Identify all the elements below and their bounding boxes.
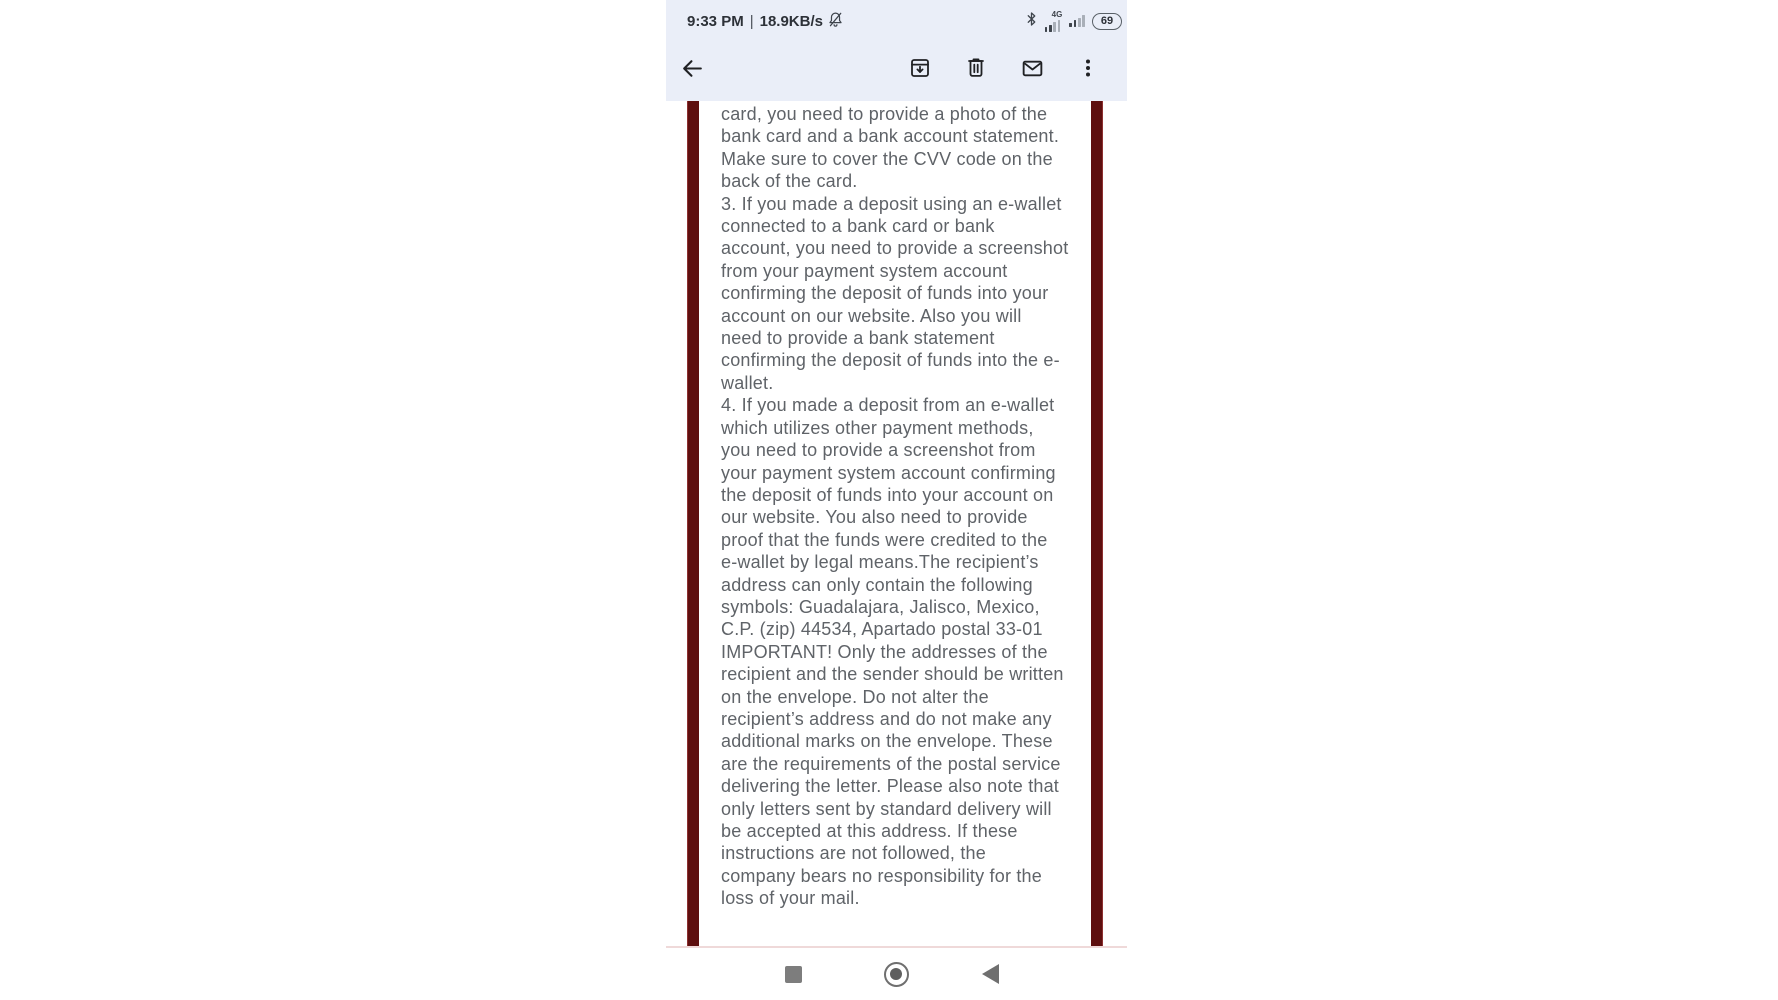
email-text-line: 4. If you made a deposit from an e-wallet bbox=[721, 395, 1055, 416]
email-text-line: card, you need to provide a photo of the bbox=[721, 104, 1048, 124]
email-text-line: which utilizes other payment methods, bbox=[721, 417, 1034, 438]
email-text-line: only letters sent by standard delivery will bbox=[721, 798, 1052, 819]
email-text-line: are the requirements of the postal service bbox=[721, 753, 1061, 774]
sim2-signal-icon bbox=[1069, 15, 1085, 27]
battery-icon bbox=[1092, 13, 1122, 30]
email-text-line: your payment system account confirming bbox=[721, 462, 1056, 483]
status-net-speed: 18.9KB/s bbox=[759, 12, 823, 30]
email-text-line: C.P. (zip) 44534, Apartado postal 33-01 bbox=[721, 619, 1043, 640]
battery-percent: 69 bbox=[1100, 15, 1114, 27]
email-text-line: 3. If you made a deposit using an e-wallet bbox=[721, 193, 1062, 214]
delete-icon bbox=[964, 56, 988, 83]
back-button[interactable] bbox=[679, 57, 705, 83]
mark-unread-button[interactable] bbox=[1019, 57, 1045, 83]
email-text-line: on the envelope. Do not alter the bbox=[721, 686, 989, 707]
android-nav-bar bbox=[666, 948, 1127, 1000]
email-text-line: proof that the funds were credited to the bbox=[721, 529, 1048, 550]
home-circle-icon bbox=[884, 962, 909, 987]
email-left-border bbox=[687, 101, 699, 946]
email-body-container bbox=[666, 101, 1127, 948]
email-right-border bbox=[1091, 101, 1103, 946]
notifications-muted-icon bbox=[828, 11, 843, 32]
more-options-icon bbox=[1076, 56, 1100, 83]
email-text-line: Make sure to cover the CVV code on the bbox=[721, 148, 1053, 169]
home-button[interactable] bbox=[874, 948, 918, 1000]
email-text-line: instructions are not followed, the bbox=[721, 843, 986, 864]
email-text-line: e-wallet by legal means.The recipient’s bbox=[721, 552, 1039, 573]
status-time: 9:33 PM bbox=[687, 12, 744, 30]
email-text-line: additional marks on the envelope. These bbox=[721, 731, 1053, 752]
email-text-line: recipient and the sender should be written bbox=[721, 664, 1064, 685]
more-options-button[interactable] bbox=[1075, 57, 1101, 83]
delete-button[interactable] bbox=[963, 57, 989, 83]
email-text-line: back of the card. bbox=[721, 171, 858, 192]
status-left bbox=[687, 11, 843, 32]
email-text-line: from your payment system account bbox=[721, 260, 1008, 281]
status-right bbox=[1025, 11, 1122, 32]
back-icon bbox=[680, 56, 705, 84]
email-text-line: account, you need to provide a screenshot bbox=[721, 238, 1069, 259]
email-text-line: symbols: Guadalajara, Jalisco, Mexico, bbox=[721, 596, 1040, 617]
toolbar bbox=[666, 38, 1127, 101]
email-text-line: address can only contain the following bbox=[721, 574, 1033, 595]
nav-back-button[interactable] bbox=[968, 948, 1012, 1000]
recents-square-icon bbox=[785, 966, 802, 983]
email-body-text bbox=[721, 103, 1079, 910]
header bbox=[666, 0, 1127, 101]
email-text-line: loss of your mail. bbox=[721, 888, 860, 909]
email-text-line: you need to provide a screenshot from bbox=[721, 440, 1036, 461]
email-text-line: delivering the letter. Please also note that bbox=[721, 776, 1060, 797]
email-text-line: recipient’s address and do not make any bbox=[721, 708, 1052, 729]
status-separator: | bbox=[749, 12, 754, 30]
email-text-line: our website. You also need to provide bbox=[721, 507, 1028, 528]
email-text-line: IMPORTANT! Only the addresses of the bbox=[721, 641, 1048, 662]
email-text-line: wallet. bbox=[721, 372, 774, 393]
email-text-line: bank card and a bank account statement. bbox=[721, 126, 1060, 147]
email-text-line: company bears no responsibility for the bbox=[721, 865, 1042, 886]
toolbar-actions bbox=[907, 57, 1101, 83]
phone-screen bbox=[666, 0, 1127, 1000]
network-type-label: 4G bbox=[1051, 9, 1063, 19]
sim1-signal-icon bbox=[1045, 11, 1063, 32]
email-text-line: need to provide a bank statement bbox=[721, 328, 995, 349]
mail-icon bbox=[1020, 56, 1045, 84]
email-text-line: confirming the deposit of funds into the e- bbox=[721, 350, 1060, 371]
archive-icon bbox=[908, 56, 932, 83]
email-text-line: be accepted at this address. If these bbox=[721, 821, 1018, 841]
email-text-line: account on our website. Also you will bbox=[721, 305, 1022, 326]
bluetooth-icon bbox=[1025, 11, 1038, 32]
email-text-line: connected to a bank card or bank bbox=[721, 216, 995, 237]
email-text-line: the deposit of funds into your account on bbox=[721, 484, 1054, 505]
archive-button[interactable] bbox=[907, 57, 933, 83]
status-bar bbox=[666, 0, 1127, 38]
nav-back-triangle-icon bbox=[982, 964, 999, 984]
recents-button[interactable] bbox=[771, 948, 815, 1000]
email-text-line: confirming the deposit of funds into your bbox=[721, 283, 1049, 304]
